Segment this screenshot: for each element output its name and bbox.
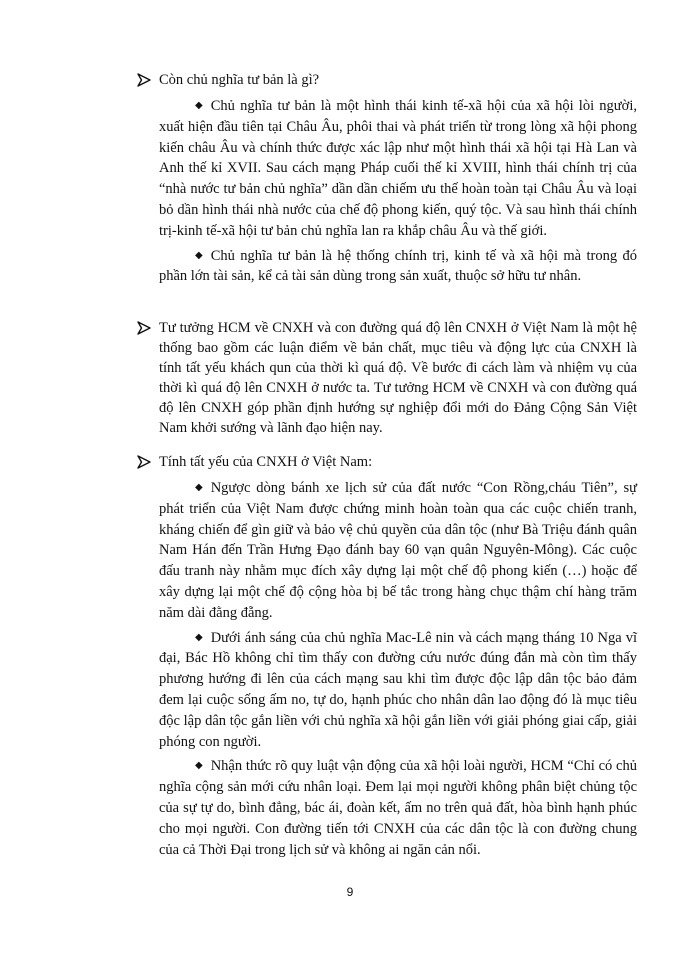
diamond-bullet-icon: ◆ [195, 249, 203, 261]
section-necessity [137, 452, 637, 860]
diamond-bullet-icon: ◆ [195, 482, 203, 493]
diamond-bullet-icon: ◆ [195, 100, 203, 111]
bullet-paragraph: ◆ Chủ nghĩa tư bản là hệ thống chính trị, kinh tế và xã hội mà trong đó phần lớn tài sản, kể cả tài sản dùng trong sản xuất, thuộc sở hữu tư nhân. [159, 247, 637, 285]
page-number: 9 [346, 885, 354, 899]
bullet-paragraph: ◆ Chủ nghĩa tư bản là một hình thái kinh tế-xã hội của xã hội lòi người, xuất hiện đầu tiên tại Châu Âu, phôi thai và phát triển từ trong lòng xã hội phong kiến châu Âu và chính thức được xác lập như một hình thái xã hội tại Hà Lan và Anh thế kỉ XVII. Sau cách mạng Pháp cuối thế kỉ XVIII, hình thái chính trị của “nhà nước tư bản chủ nghĩa” dần dần chiếm ưu thế hoàn toàn tại Châu Âu và loại bỏ dần hình thái nhà nước của chế độ phong kiến, quý tộc. Và sau hình thái chính trị-kinh tế-xã hội tư bản chủ nghĩa lan ra khắp châu Âu và thế giới. [159, 98, 637, 239]
section-hcm-thought [137, 318, 637, 438]
diamond-bullet-icon: ◆ [195, 631, 203, 643]
arrow-bullet-icon [137, 321, 151, 335]
diamond-bullet-icon: ◆ [195, 760, 203, 772]
section-heading: Còn chủ nghĩa tư bản là gì? [137, 70, 637, 90]
section-heading: Tính tất yếu của CNXH ở Việt Nam: [137, 452, 637, 472]
arrow-bullet-icon [137, 455, 151, 469]
section-heading: Tư tưởng HCM về CNXH và con đường quá độ lên CNXH ở Việt Nam là một hệ thống bao gồm các luận điểm về bản chất, mục tiêu và động lực của CNXH là tính tất yếu khách qun của thời kì quá độ. Về bước đi cách làm và nhiệm vụ của thời kì quá độ lên CNXH ở nước ta. Tư tưởng HCM về CNXH và con đường quá độ lên CNXH góp phần định hướng sự nghiệp đổi mới do Đảng Cộng Sản Việt Nam khởi sướng và lãnh đạo hiện nay. [137, 318, 637, 438]
bullet-paragraph: ◆ Dưới ánh sáng của chủ nghĩa Mac-Lê nin và cách mạng tháng 10 Nga vĩ đại, Bác Hồ không chỉ tìm thấy con đường cứu nước đúng đắn mà còn tìm thấy phương hướng đi lên của cách mạng sau khi tìm được độc lập dân tộc bảo đảm đem lại cuộc sống ấm no, tự do, hạnh phúc cho nhân dân lao động đó là mục tiêu độc lập dân tộc gắn liền với chủ nghĩa xã hội gắn liền với giải phóng giai cấp, giải phóng con người. [159, 629, 637, 750]
bullet-paragraph: ◆ Ngược dòng bánh xe lịch sử của đất nước “Con Rồng,cháu Tiên”, sự phát triển của Việt Nam được chứng minh hoàn toàn qua các cuộc chiến tranh, kháng chiến để gìn giữ và bảo vệ chủ quyền của dân tộc (như Bà Triệu đánh quân Nam Hán đến Trần Hưng Đạo đánh bay 60 vạn quân Nguyên-Mông). Các cuộc đấu tranh này nhằm mục đích xây dựng lại một chế độ phong kiến (…) hoặc để xây dựng lại một chế độ cộng hòa bị bế tắc trong hàng chục thậm chí hàng trăm năm dài đằng đẵng. [159, 480, 637, 621]
section-capitalism [137, 70, 637, 287]
arrow-bullet-icon [137, 73, 151, 87]
bullet-paragraph: ◆ Nhận thức rõ quy luật vận động của xã hội loài người, HCM “Chỉ có chủ nghĩa cộng sản mới cứu nhân loại. Đem lại mọi người không phân biệt chủng tộc của sự tự do, bình đẳng, bác ái, đoàn kết, ấm no trên quả đất, hòa bình hạnh phúc cho mọi người. Con đường tiến tới CNXH của các dân tộc là con đường chung của cả Thời Đại trong lịch sử và không ai ngăn cản nổi. [159, 758, 637, 858]
